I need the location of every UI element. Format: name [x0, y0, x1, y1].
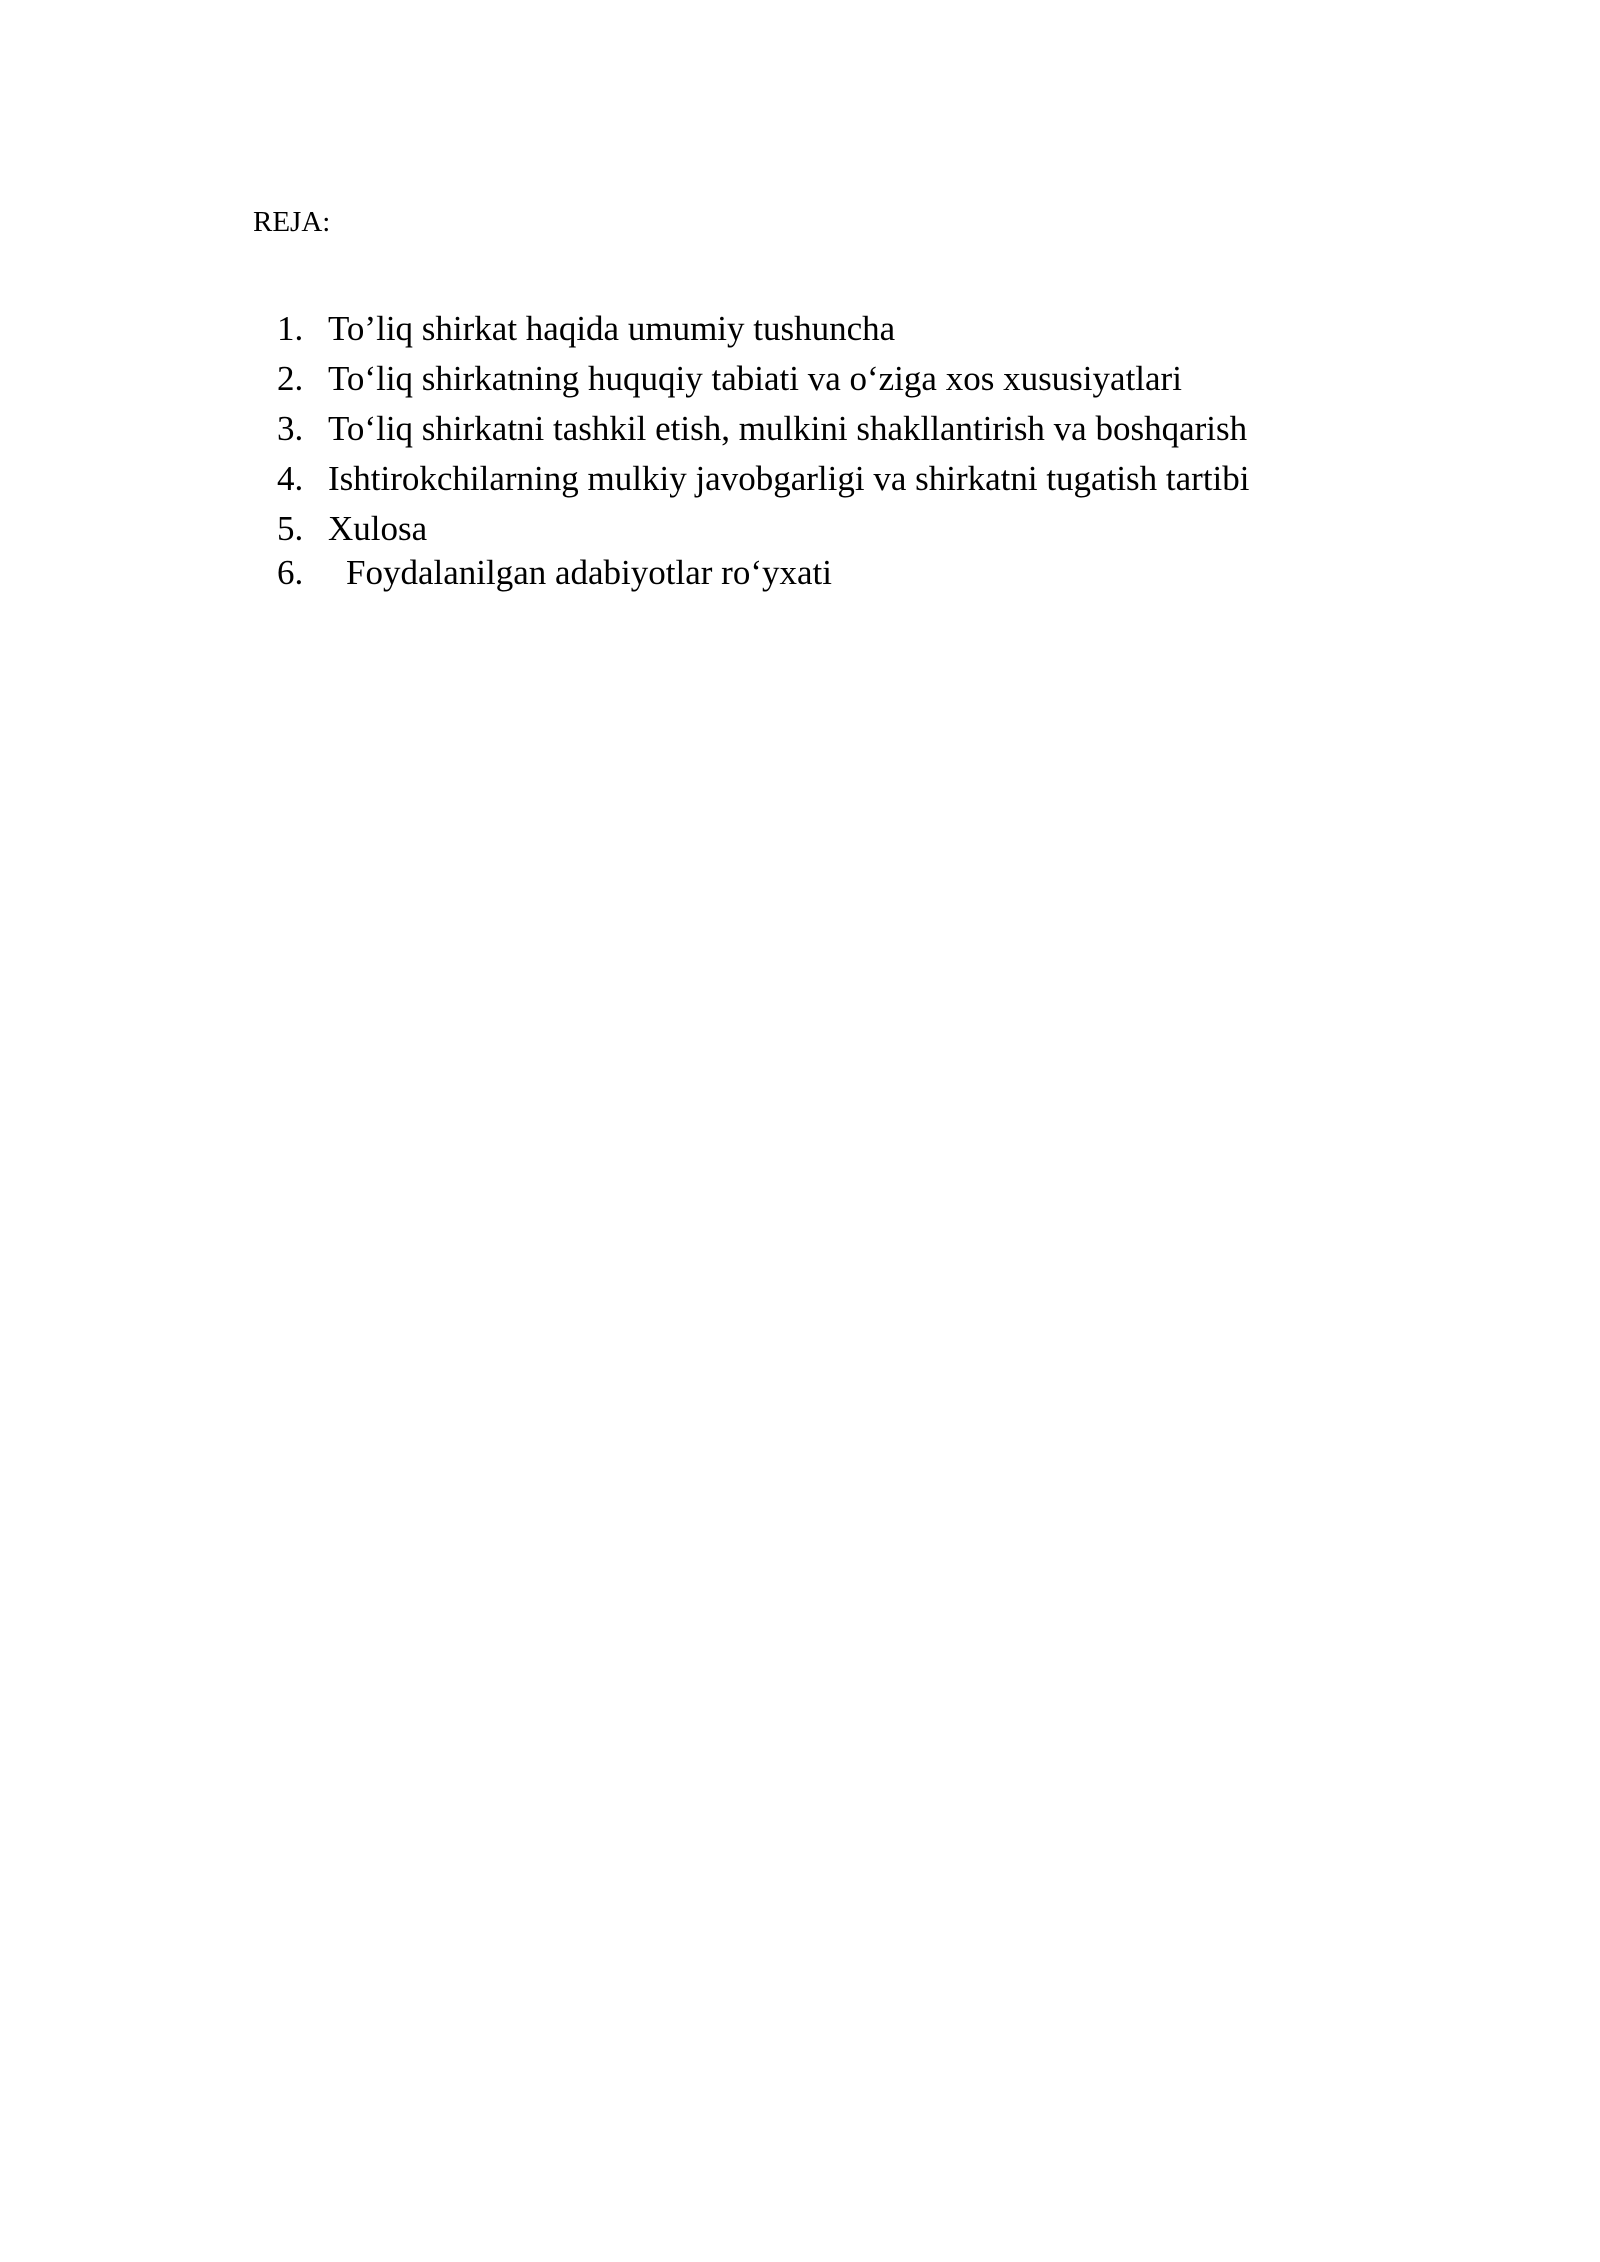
- plan-item-text: Ishtirokchilarning mulkiy javobgarligi va shirkatni tugatish tartibi: [328, 459, 1250, 498]
- plan-item-number: 4.: [277, 459, 304, 498]
- plan-item-text: Xulosa: [328, 509, 428, 548]
- plan-item-text: To‘liq shirkatni tashkil etish, mulkini shakllantirish va boshqarish: [328, 409, 1248, 448]
- plan-item-text: To‘liq shirkatning huquqiy tabiati va o‘ziga xos xususiyatlari: [328, 359, 1182, 398]
- plan-item-number: 2.: [277, 359, 304, 398]
- plan-item-number: 1.: [277, 309, 304, 348]
- plan-item-number: 6.: [277, 553, 304, 592]
- plan-item-text: To’liq shirkat haqida umumiy tushuncha: [328, 309, 896, 348]
- plan-heading: REJA:: [253, 206, 331, 238]
- plan-item-text: Foydalanilgan adabiyotlar ro‘yxati: [346, 553, 832, 592]
- plan-item-number: 3.: [277, 409, 304, 448]
- plan-item-number: 5.: [277, 509, 304, 548]
